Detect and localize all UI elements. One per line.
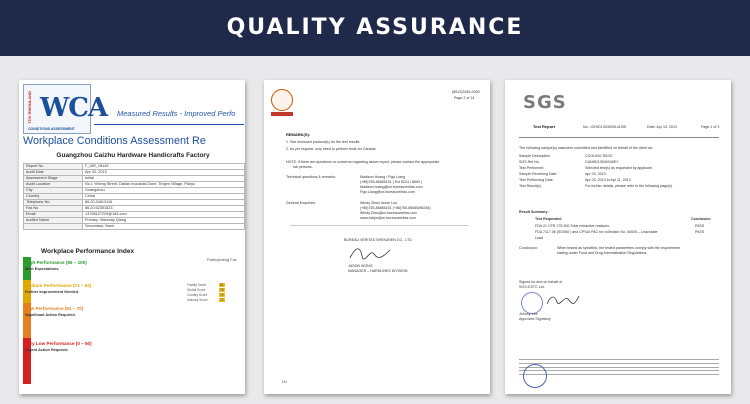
wca-report-heading: Workplace Conditions Assessment Re <box>23 135 206 147</box>
tech-questions-label: Technical questions & remarks: <box>286 175 336 179</box>
field-value: Apr 03, 2013 to Apr 11, 2013 <box>585 178 631 182</box>
performance-level-description: Significant Action Required. <box>25 313 76 317</box>
performance-index-title: Workplace Performance Index <box>41 248 135 255</box>
performance-level-heading: High Performance (85 – 100) <box>25 260 87 265</box>
field-label: Test Performing Date <box>519 178 553 182</box>
row-value: 13798127229@163.com <box>83 212 245 218</box>
test-conclusion: PASS <box>695 230 705 234</box>
general-line: Windy.Zhou@cn.bureauveritas.com <box>360 211 417 215</box>
general-line: www.bvkjm@cn.bureauveritas.com <box>360 216 416 220</box>
participating-label: Participating Fac <box>207 257 237 262</box>
test-name: Lead <box>535 236 543 240</box>
row-key: Email <box>24 212 83 218</box>
page-title: QUALITY ASSURANCE <box>226 15 524 40</box>
company-stamp <box>521 292 543 314</box>
sgs-logo: SGS <box>523 92 567 113</box>
row-value: Initial <box>83 176 245 182</box>
page-number: Page 2 of 14 <box>454 96 475 100</box>
signer-name: JASON WONG <box>348 264 373 268</box>
field-label: Test Result(s) <box>519 184 541 188</box>
row-value: Apr 22, 2013 <box>83 170 245 176</box>
audit-info-table <box>23 163 245 230</box>
intro-text: The following sample(s) was/were submitted and identified on behalf of the client as: <box>519 146 654 150</box>
field-value: Apr 03, 2013 <box>585 172 606 176</box>
row-key: Assessment Stage <box>24 176 83 182</box>
note-text: NOTE: If there are questions or concerns regarding above report, please contact the appropriate <box>286 160 440 164</box>
field-label: SGS Ref No. <box>519 160 540 164</box>
report-title: Test Report <box>533 124 555 129</box>
row-key <box>24 224 83 230</box>
conclusion-text-2: stating under Food and Drug Administration Regulations. <box>557 251 648 255</box>
row-value: Primary: Manmay Qiang <box>83 218 245 224</box>
general-enquiries-label: General Enquiries: <box>286 201 316 205</box>
performance-level-description: Urgent Action Required. <box>25 348 69 352</box>
field-label: Test Performed <box>519 166 544 170</box>
field-value: Selected test(s) as requested by applicant <box>585 166 652 170</box>
conclusion-label: Conclusion: <box>519 246 538 250</box>
wca-tagline: Measured Results - Improved Perfo <box>117 109 236 118</box>
page-number: Page 1 of 3 <box>701 125 720 129</box>
bureau-veritas-logo-bar <box>271 112 293 116</box>
wca-report-document[interactable] <box>19 80 245 394</box>
report-ref: (8512)2045-0030 <box>452 90 480 94</box>
sgs-seal-icon <box>523 364 547 388</box>
signer-name: Johnny Lee <box>519 312 538 316</box>
footer-mark: LN <box>282 380 287 384</box>
tech-line: (+86)755-86666151 ( Ext 8224 / 8663 ) <box>360 180 423 184</box>
row-value: No.1 Yiheng Street, Daban Industrial Zone, Tingen Village, Panyu <box>83 182 245 188</box>
field-value: CANHD13040040EY <box>585 160 619 164</box>
field-value: COOLING RACK <box>585 154 613 158</box>
test-conclusion: PASS <box>695 224 705 228</box>
score-value: 82 <box>220 283 224 287</box>
bureau-veritas-seal-icon <box>271 89 293 111</box>
score-value: 70 <box>220 293 224 297</box>
score-label: Industry Score <box>187 298 208 302</box>
signer-title: MANAGER – HARDLINES DIVISION <box>348 269 408 273</box>
col-conclusion: Conclusion <box>691 217 711 221</box>
performance-level-heading: Medium Performance (71 – 84) <box>25 283 92 288</box>
sgs-test-report-document[interactable] <box>505 80 731 394</box>
general-line: (+86)755-86666151 (+86)755-86665/86246) <box>360 206 431 210</box>
signature-icon <box>348 244 392 262</box>
remark-1: 1. See enclosed protocol(s) for the test results. <box>286 140 361 144</box>
signed-company: SGS-CSTC Ltd. <box>519 285 545 289</box>
row-value: Secondary: None <box>83 224 245 230</box>
field-label: Sample Receiving Date <box>519 172 557 176</box>
divider <box>519 137 719 138</box>
score-value: 75 <box>220 288 224 292</box>
signer-title: Approved Signatory <box>519 317 551 321</box>
row-key: City <box>24 188 83 194</box>
fine-print-block <box>519 356 719 384</box>
signature-icon <box>545 292 581 308</box>
row-key: Audit Date <box>24 170 83 176</box>
score-value: 72 <box>220 298 224 302</box>
divider <box>94 124 244 125</box>
row-key: Audit Location <box>24 182 83 188</box>
conclusion-text: When tested as specified, the tested parameters comply with the requirement <box>557 246 681 250</box>
tech-line: Madison Huang / Figo Liang <box>360 175 405 179</box>
bureau-veritas-report-document[interactable] <box>264 80 490 394</box>
score-label: Global Score <box>187 288 206 292</box>
test-name: FDA 7117.06 (SG060 ) and CPSAI PAC for collection No. 04005 – Leachable <box>535 230 658 234</box>
row-value: F_IAR_18149 <box>83 164 245 170</box>
row-value: China <box>83 194 245 200</box>
test-name: FDA 21 CFR 175.300-Total extractive residues <box>535 224 610 228</box>
wca-logo <box>23 84 108 134</box>
factory-name: Guangzhou Caizhu Hardware Handicrafts Factory <box>56 152 210 159</box>
tech-line: Madison.huang@cn.bureauveritas.com <box>360 185 423 189</box>
report-number: No.: GZHD1304009141GB <box>583 125 626 129</box>
wca-logo-letters: WCA <box>40 93 108 123</box>
note-text-2: lab persons. <box>293 165 313 169</box>
remark-2: 2. As per request, only need to perform tests for Canada. <box>286 147 377 151</box>
field-value: For further details, please refer to the following page(s) <box>585 184 673 188</box>
row-key: Report No <box>24 164 83 170</box>
row-key: Telephone No <box>24 200 83 206</box>
result-summary-label: Result Summary: <box>519 210 549 214</box>
row-value: Guangzhou <box>83 188 245 194</box>
score-label: Country Score <box>187 293 208 297</box>
row-key: Country <box>24 194 83 200</box>
row-key: Fax No <box>24 206 83 212</box>
performance-level-description: Meet Expectations. <box>25 267 60 271</box>
remarks-title: REMARK(S): <box>286 132 311 137</box>
field-label: Sample Description <box>519 154 551 158</box>
performance-level-description: Further Improvement Needed. <box>25 290 80 294</box>
performance-level-heading: Very Low Performance (0 – 50) <box>25 341 92 346</box>
performance-level-heading: Low Performance (51 – 70) <box>25 306 84 311</box>
score-label: Facility Score <box>187 283 207 287</box>
divider <box>290 225 468 226</box>
tech-line: Figo.Liang@cn.bureauveritas.com <box>360 190 415 194</box>
col-test-requested: Test Requested <box>535 217 562 221</box>
row-value: 86.20.34813116 <box>83 200 245 206</box>
company-name: BUREAU VERITAS SHENZHEN CO., LTD <box>344 238 412 242</box>
row-value: 86.20.62351823 <box>83 206 245 212</box>
row-key: Auditor Name <box>24 218 83 224</box>
wca-logo-side-text: TÜV RHEINLAND <box>27 91 32 124</box>
signed-for-text: Signed for and on behalf of <box>519 280 563 284</box>
general-line: Windy Zhou/ Annie Luo <box>360 201 398 205</box>
report-date: Date: Apr 13, 2013 <box>647 125 677 129</box>
wca-logo-subtitle: CONDITIONS ASSESSMENT <box>28 127 75 131</box>
table-row <box>24 224 245 230</box>
